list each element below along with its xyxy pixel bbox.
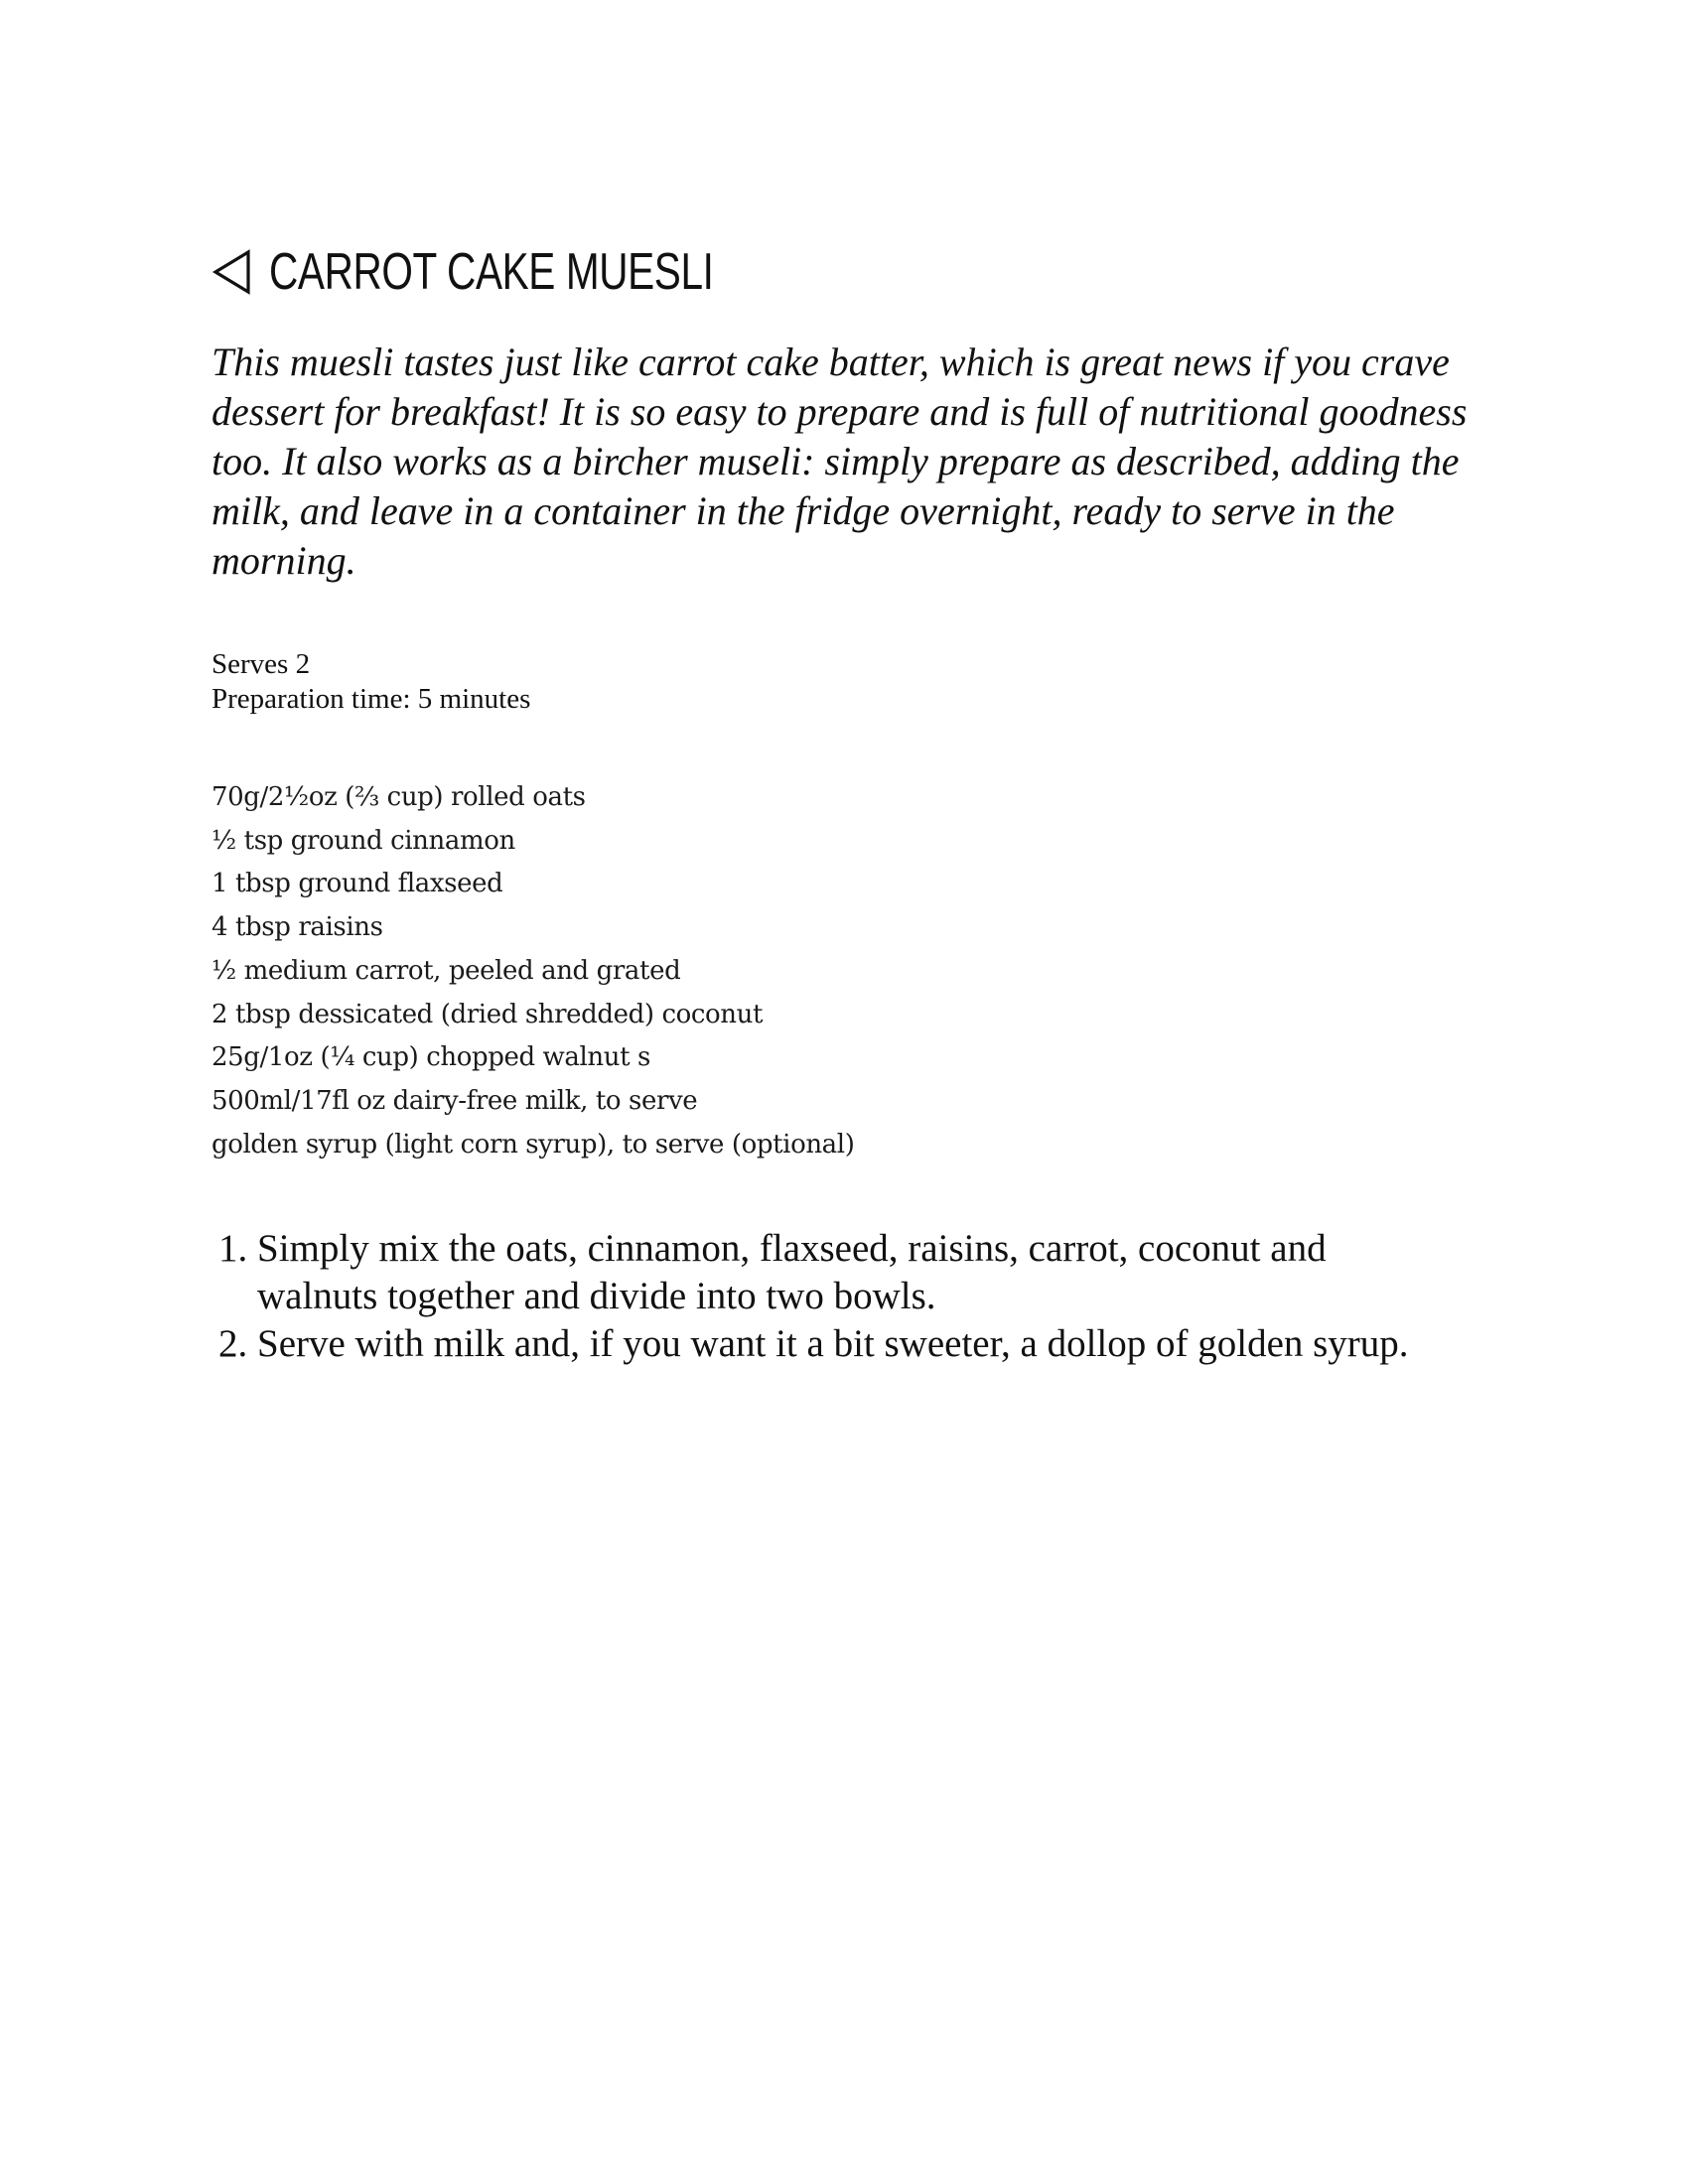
ingredient-item: golden syrup (light corn syrup), to serve (optional) (211, 1129, 855, 1160)
title-row (211, 240, 839, 304)
left-triangle-icon (211, 249, 251, 295)
ingredient-item: ½ medium carrot, peeled and grated (211, 955, 681, 986)
method-step: 2. Serve with milk and, if you want it a bit sweeter, a dollop of golden syrup. (257, 1320, 1433, 1368)
ingredient-item: 1 tbsp ground flaxseed (211, 869, 503, 899)
recipe-intro: This muesli tastes just like carrot cake batter, which is great news if you crave dessert for breakfast! It is so easy to prepare and is full of nutritional goodness too. It also works as a bircher museli: simply prepare as described, adding the milk, and leave in a container in the fridge overnight, ready to serve in the morning. (211, 340, 1468, 583)
prep-time-text: Preparation time: 5 minutes (211, 683, 531, 715)
ingredient-item: 70g/2½oz (⅔ cup) rolled oats (211, 782, 586, 812)
method-steps (211, 1225, 1433, 1368)
ingredient-item: ½ tsp ground cinnamon (211, 825, 515, 856)
recipe-meta (211, 647, 530, 717)
serves-text: Serves 2 (211, 648, 311, 680)
ingredient-item: 500ml/17fl oz dairy-free milk, to serve (211, 1085, 698, 1116)
ingredient-list (211, 776, 854, 1166)
recipe-title: CARROT CAKE MUESLI (269, 243, 714, 301)
method-step: 1. Simply mix the oats, cinnamon, flaxseed, raisins, carrot, coconut and walnuts together and divide into two bowls. (257, 1225, 1433, 1320)
ingredient-item: 4 tbsp raisins (211, 912, 383, 943)
ingredient-item: 2 tbsp dessicated (dried shredded) coconut (211, 999, 764, 1029)
ingredient-item: 25g/1oz (¼ cup) chopped walnut s (211, 1042, 650, 1073)
